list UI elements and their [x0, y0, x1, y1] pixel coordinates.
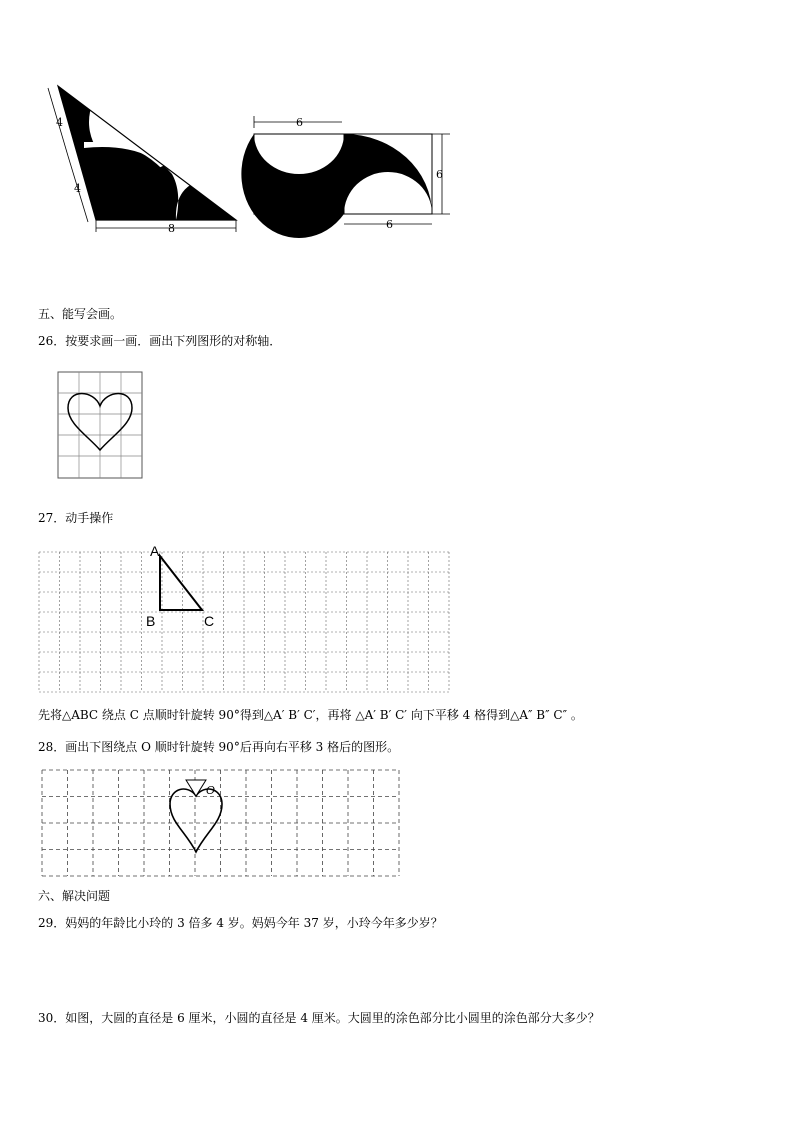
fig2-dim-bottom: 6 [386, 218, 393, 231]
question-29: 29．妈妈的年龄比小玲的 3 倍多 4 岁。妈妈今年 37 岁，小玲今年多少岁？ [38, 916, 443, 930]
question-27: 27．动手操作 [38, 511, 114, 525]
fig1-dim-bottom: 8 [168, 222, 175, 235]
question-27-instruction: 先将△ABC 绕点 C 点顺时针旋转 90°得到△A′ B′ C′，再将 △A′ B′ C′ 向下平移 4 格得到△A″ B″ C″ 。 [38, 708, 583, 722]
triangle-shaded-figure [44, 82, 244, 242]
label-b: B [146, 613, 156, 629]
point-o-label: O [206, 784, 216, 797]
question-26: 26．按要求画一画．画出下列图形的对称轴． [38, 334, 282, 348]
heart-grid-figure [54, 368, 144, 482]
fig2-dim-right: 6 [436, 168, 443, 181]
triangle-grid-figure [38, 544, 450, 694]
fig2-dim-top: 6 [296, 116, 303, 129]
question-30: 30．如图，大圆的直径是 6 厘米，小圆的直径是 4 厘米。大圆里的涂色部分比小圆里的涂色部分大多少？ [38, 1011, 600, 1025]
section-heading-5: 五、能写会画。 [38, 307, 123, 321]
label-c: C [204, 613, 215, 629]
heart-rotate-grid-figure [38, 766, 404, 880]
label-a: A [150, 543, 160, 559]
section-heading-6: 六、解决问题 [38, 889, 111, 903]
fig1-dim-lower: 4 [74, 182, 81, 195]
fig1-dim-upper: 4 [56, 116, 63, 129]
question-28: 28．画出下图绕点 O 顺时针旋转 90°后再向右平移 3 格后的图形。 [38, 740, 400, 754]
rectangle-crescent-figure [250, 112, 460, 232]
